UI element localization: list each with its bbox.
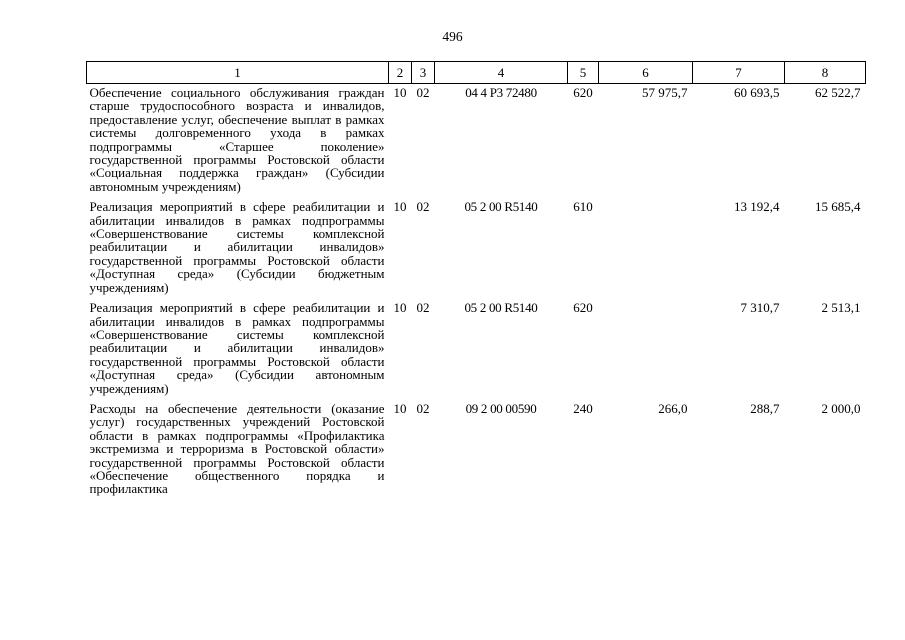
table-row [87,400,866,501]
table-row [87,84,866,199]
target-article-code: 09 2 00 00590 [465,400,537,416]
expense-type-code: 610 [573,199,593,215]
subsection-code: 02 [416,85,430,100]
column-header: 4 [435,62,568,84]
amount-col7: 60 693,5 [734,85,780,100]
section-code: 10 [393,400,407,416]
expense-type-code: 620 [573,300,593,316]
budget-table [86,61,866,501]
target-article-code: 05 2 00 R5140 [464,199,538,215]
amount-col6 [599,198,693,299]
amount-col8: 2 000,0 [821,400,861,416]
amount-col8: 2 513,1 [821,300,861,316]
section-code: 10 [393,199,407,215]
column-header: 3 [412,62,435,84]
header-row [87,62,866,84]
row-description: Расходы на обеспечение деятельности (оказание услуг) государственных учреждений Ростовской области в рамках подпрограммы «Профилактика экстремизма и терроризма в Ростовской области» государственной программы Ростовской области «Обеспечение общественного порядка и профилактика [89,400,385,497]
column-header: 7 [693,62,785,84]
expense-type-code: 620 [573,85,593,100]
page-number: 496 [442,29,463,44]
expense-type-code: 240 [573,400,593,416]
amount-col8: 62 522,7 [815,85,861,100]
table-row [87,198,866,299]
amount-col6: 266,0 [658,400,688,416]
amount-col7: 288,7 [750,400,780,416]
target-article-code: 05 2 00 R5140 [464,300,538,316]
subsection-code: 02 [416,400,430,416]
amount-col6 [599,299,693,400]
subsection-code: 02 [416,300,430,316]
amount-col8: 15 685,4 [815,199,861,215]
section-code: 10 [393,300,407,316]
column-header: 8 [785,62,866,84]
amount-col6: 57 975,7 [642,85,688,100]
amount-col7: 7 310,7 [740,300,780,316]
target-article-code: 04 4 Р3 72480 [465,85,537,100]
column-header: 6 [599,62,693,84]
subsection-code: 02 [416,199,430,215]
row-description: Реализация мероприятий в сфере реабилитации и абилитации инвалидов в рамках подпрограммы «Совершенствование системы комплексной реабилитации и абилитации инвалидов» государственной программы Ростовской области «Доступная среда» (Субсидии бюджетным учреждениям) [89,199,385,295]
column-header: 2 [389,62,412,84]
row-description: Обеспечение социального обслуживания граждан старше трудоспособного возраста и инвалидов, предоставление услуг, обеспечение выплат в рамках системы долговременного ухода в рамках подпрограммы «Старшее поколение» государственной программы Ростовской области «Социальная поддержка граждан» (Субсидии автономным учреждениям) [89,85,385,194]
section-code: 10 [393,85,407,100]
row-description: Реализация мероприятий в сфере реабилитации и абилитации инвалидов в рамках подпрограммы «Совершенствование системы комплексной реабилитации и абилитации инвалидов» государственной программы Ростовской области «Доступная среда» (Субсидии автономным учреждениям) [89,300,385,396]
column-header: 5 [568,62,599,84]
table-row [87,299,866,400]
column-header: 1 [87,62,389,84]
amount-col7: 13 192,4 [734,199,780,215]
